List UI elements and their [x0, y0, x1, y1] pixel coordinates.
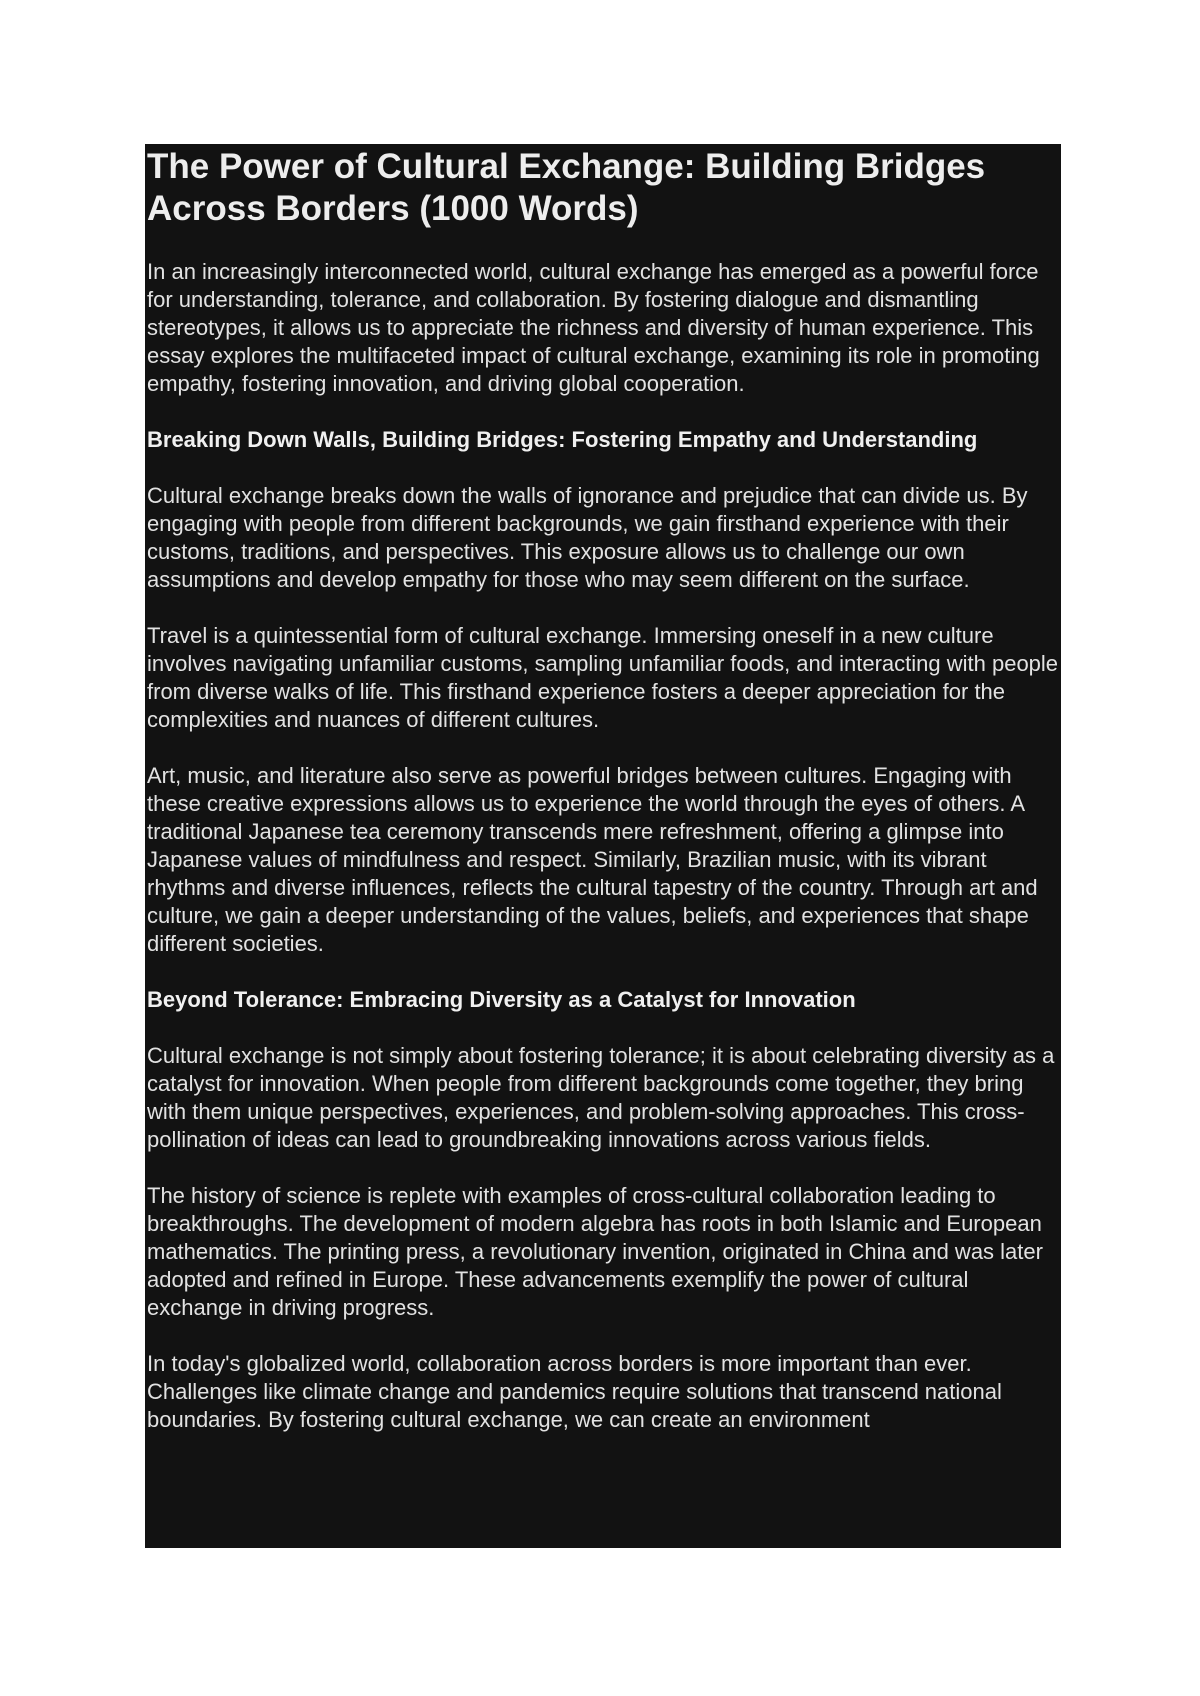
- spacer: [147, 1322, 1059, 1350]
- spacer: [147, 594, 1059, 622]
- paragraph-art: Art, music, and literature also serve as powerful bridges between cultures. Engaging with these creative expressions allows us to experience the world through the eyes of others. A traditional Japanese tea ceremony transcends mere refreshment, offering a glimpse into Japanese values of mindfulness and respect. Similarly, Brazilian music, with its vibrant rhythms and diverse influences, reflects the cultural tapestry of the country. Through art and culture, we gain a deeper understanding of the values, beliefs, and experiences that shape different societies.: [147, 763, 1038, 956]
- spacer: [147, 1014, 1059, 1042]
- intro-paragraph: In an increasingly interconnected world, cultural exchange has emerged as a powerful force for understanding, tolerance, and collaboration. By fostering dialogue and dismantling stereotypes, it allows us to appreciate the richness and diversity of human experience. This essay explores the multifaceted impact of cultural exchange, examining its role in promoting empathy, fostering innovation, and driving global cooperation.: [147, 259, 1040, 396]
- paragraph-globalized: In today's globalized world, collaboration across borders is more important than ever. Challenges like climate change and pandemics require solutions that transcend national boundaries. By fostering cultural exchange, we can create an environment: [147, 1351, 1002, 1432]
- spacer: [147, 1154, 1059, 1182]
- paragraph-science: The history of science is replete with examples of cross-cultural collaboration leading to breakthroughs. The development of modern algebra has roots in both Islamic and European mathematics. The printing press, a revolutionary invention, originated in China and was later adopted and refined in Europe. These advancements exemplify the power of cultural exchange in driving progress.: [147, 1183, 1043, 1320]
- spacer: [147, 734, 1059, 762]
- spacer: [147, 454, 1059, 482]
- paragraph-diversity: Cultural exchange is not simply about fostering tolerance; it is about celebrating diversity as a catalyst for innovation. When people from different backgrounds come together, they bring with them unique perspectives, experiences, and problem-solving approaches. This cross-pollination of ideas can lead to groundbreaking innovations across various fields.: [147, 1043, 1055, 1152]
- spacer: [147, 230, 1059, 258]
- spacer: [147, 958, 1059, 986]
- spacer: [147, 398, 1059, 426]
- paragraph-walls: Cultural exchange breaks down the walls of ignorance and prejudice that can divide us. By engaging with people from different backgrounds, we gain firsthand experience with their customs, traditions, and perspectives. This exposure allows us to challenge our own assumptions and develop empathy for those who may seem different on the surface.: [147, 483, 1028, 592]
- paragraph-travel: Travel is a quintessential form of cultural exchange. Immersing oneself in a new culture involves navigating unfamiliar customs, sampling unfamiliar foods, and interacting with people from diverse walks of life. This firsthand experience fosters a deeper appreciation for the complexities and nuances of different cultures.: [147, 623, 1059, 732]
- essay-title: The Power of Cultural Exchange: Building Bridges Across Borders (1000 Words): [147, 147, 986, 228]
- section-heading-empathy: Breaking Down Walls, Building Bridges: Fostering Empathy and Understanding: [147, 427, 978, 452]
- essay-content-block: [145, 144, 1061, 1548]
- section-heading-innovation: Beyond Tolerance: Embracing Diversity as a Catalyst for Innovation: [147, 987, 856, 1012]
